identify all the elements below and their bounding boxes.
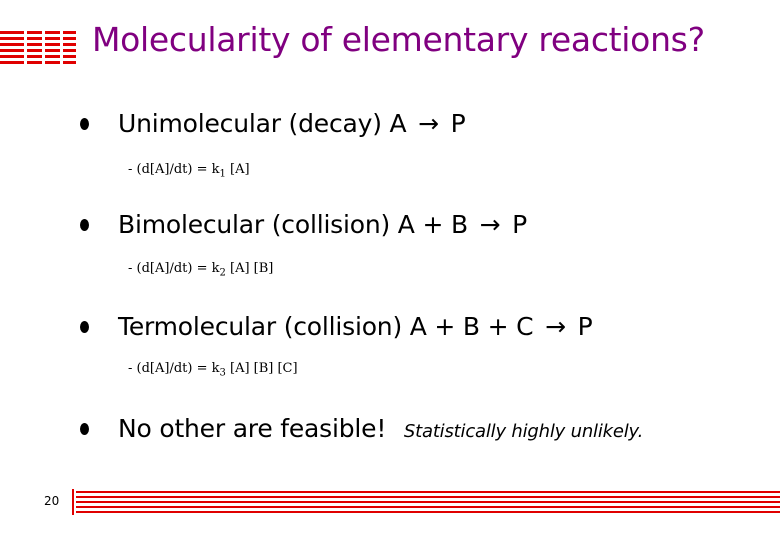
bullet-dot-icon bbox=[80, 423, 89, 435]
page-number-divider bbox=[72, 489, 74, 515]
rate-constant-subscript: 2 bbox=[219, 267, 226, 279]
bullet-dot-icon bbox=[80, 321, 89, 333]
arrow-icon: → bbox=[479, 210, 501, 239]
bottom-rule-lines bbox=[76, 491, 780, 513]
bullet-text bbox=[118, 414, 643, 443]
bullet-bimolecular bbox=[80, 210, 527, 239]
reaction-product: P bbox=[504, 210, 528, 239]
bullet-dot-icon bbox=[80, 219, 89, 231]
bullet-dot-icon bbox=[80, 118, 89, 130]
rate-equation-1 bbox=[128, 162, 250, 180]
arrow-icon: → bbox=[545, 312, 566, 341]
top-left-bars-graphic bbox=[0, 28, 76, 66]
rate-equation-2 bbox=[128, 261, 273, 279]
rate-constant-subscript: 3 bbox=[219, 367, 226, 379]
rate-constant-subscript: 1 bbox=[219, 168, 226, 180]
page-number: 20 bbox=[44, 494, 60, 508]
rate-equation-3 bbox=[128, 361, 298, 379]
slide-title: Molecularity of elementary reactions? bbox=[92, 20, 705, 59]
rate-expression: - (d[A]/dt) = k bbox=[128, 261, 220, 276]
rate-concentrations: [A] [B] [C] bbox=[225, 361, 298, 376]
reaction-label: Bimolecular (collision) A + B bbox=[118, 210, 476, 239]
reaction-product: P bbox=[442, 109, 466, 138]
reaction-product: P bbox=[569, 312, 593, 341]
rate-concentrations: [A] [B] bbox=[225, 261, 274, 276]
arrow-icon: → bbox=[418, 109, 439, 138]
rate-concentrations: [A] bbox=[225, 162, 250, 177]
bullet-text bbox=[118, 210, 527, 239]
italic-note: Statistically highly unlikely. bbox=[403, 421, 644, 442]
bullet-termolecular bbox=[80, 312, 592, 341]
bullet-text bbox=[118, 312, 592, 341]
reaction-label: Termolecular (collision) A + B + C bbox=[118, 312, 542, 341]
bullet-unimolecular bbox=[80, 109, 466, 138]
statement-text: No other are feasible! bbox=[118, 414, 394, 443]
reaction-label: Unimolecular (decay) A bbox=[118, 109, 415, 138]
bullet-no-other bbox=[80, 414, 643, 443]
rate-expression: - (d[A]/dt) = k bbox=[128, 361, 220, 376]
rate-expression: - (d[A]/dt) = k bbox=[128, 162, 220, 177]
bullet-text bbox=[118, 109, 466, 138]
